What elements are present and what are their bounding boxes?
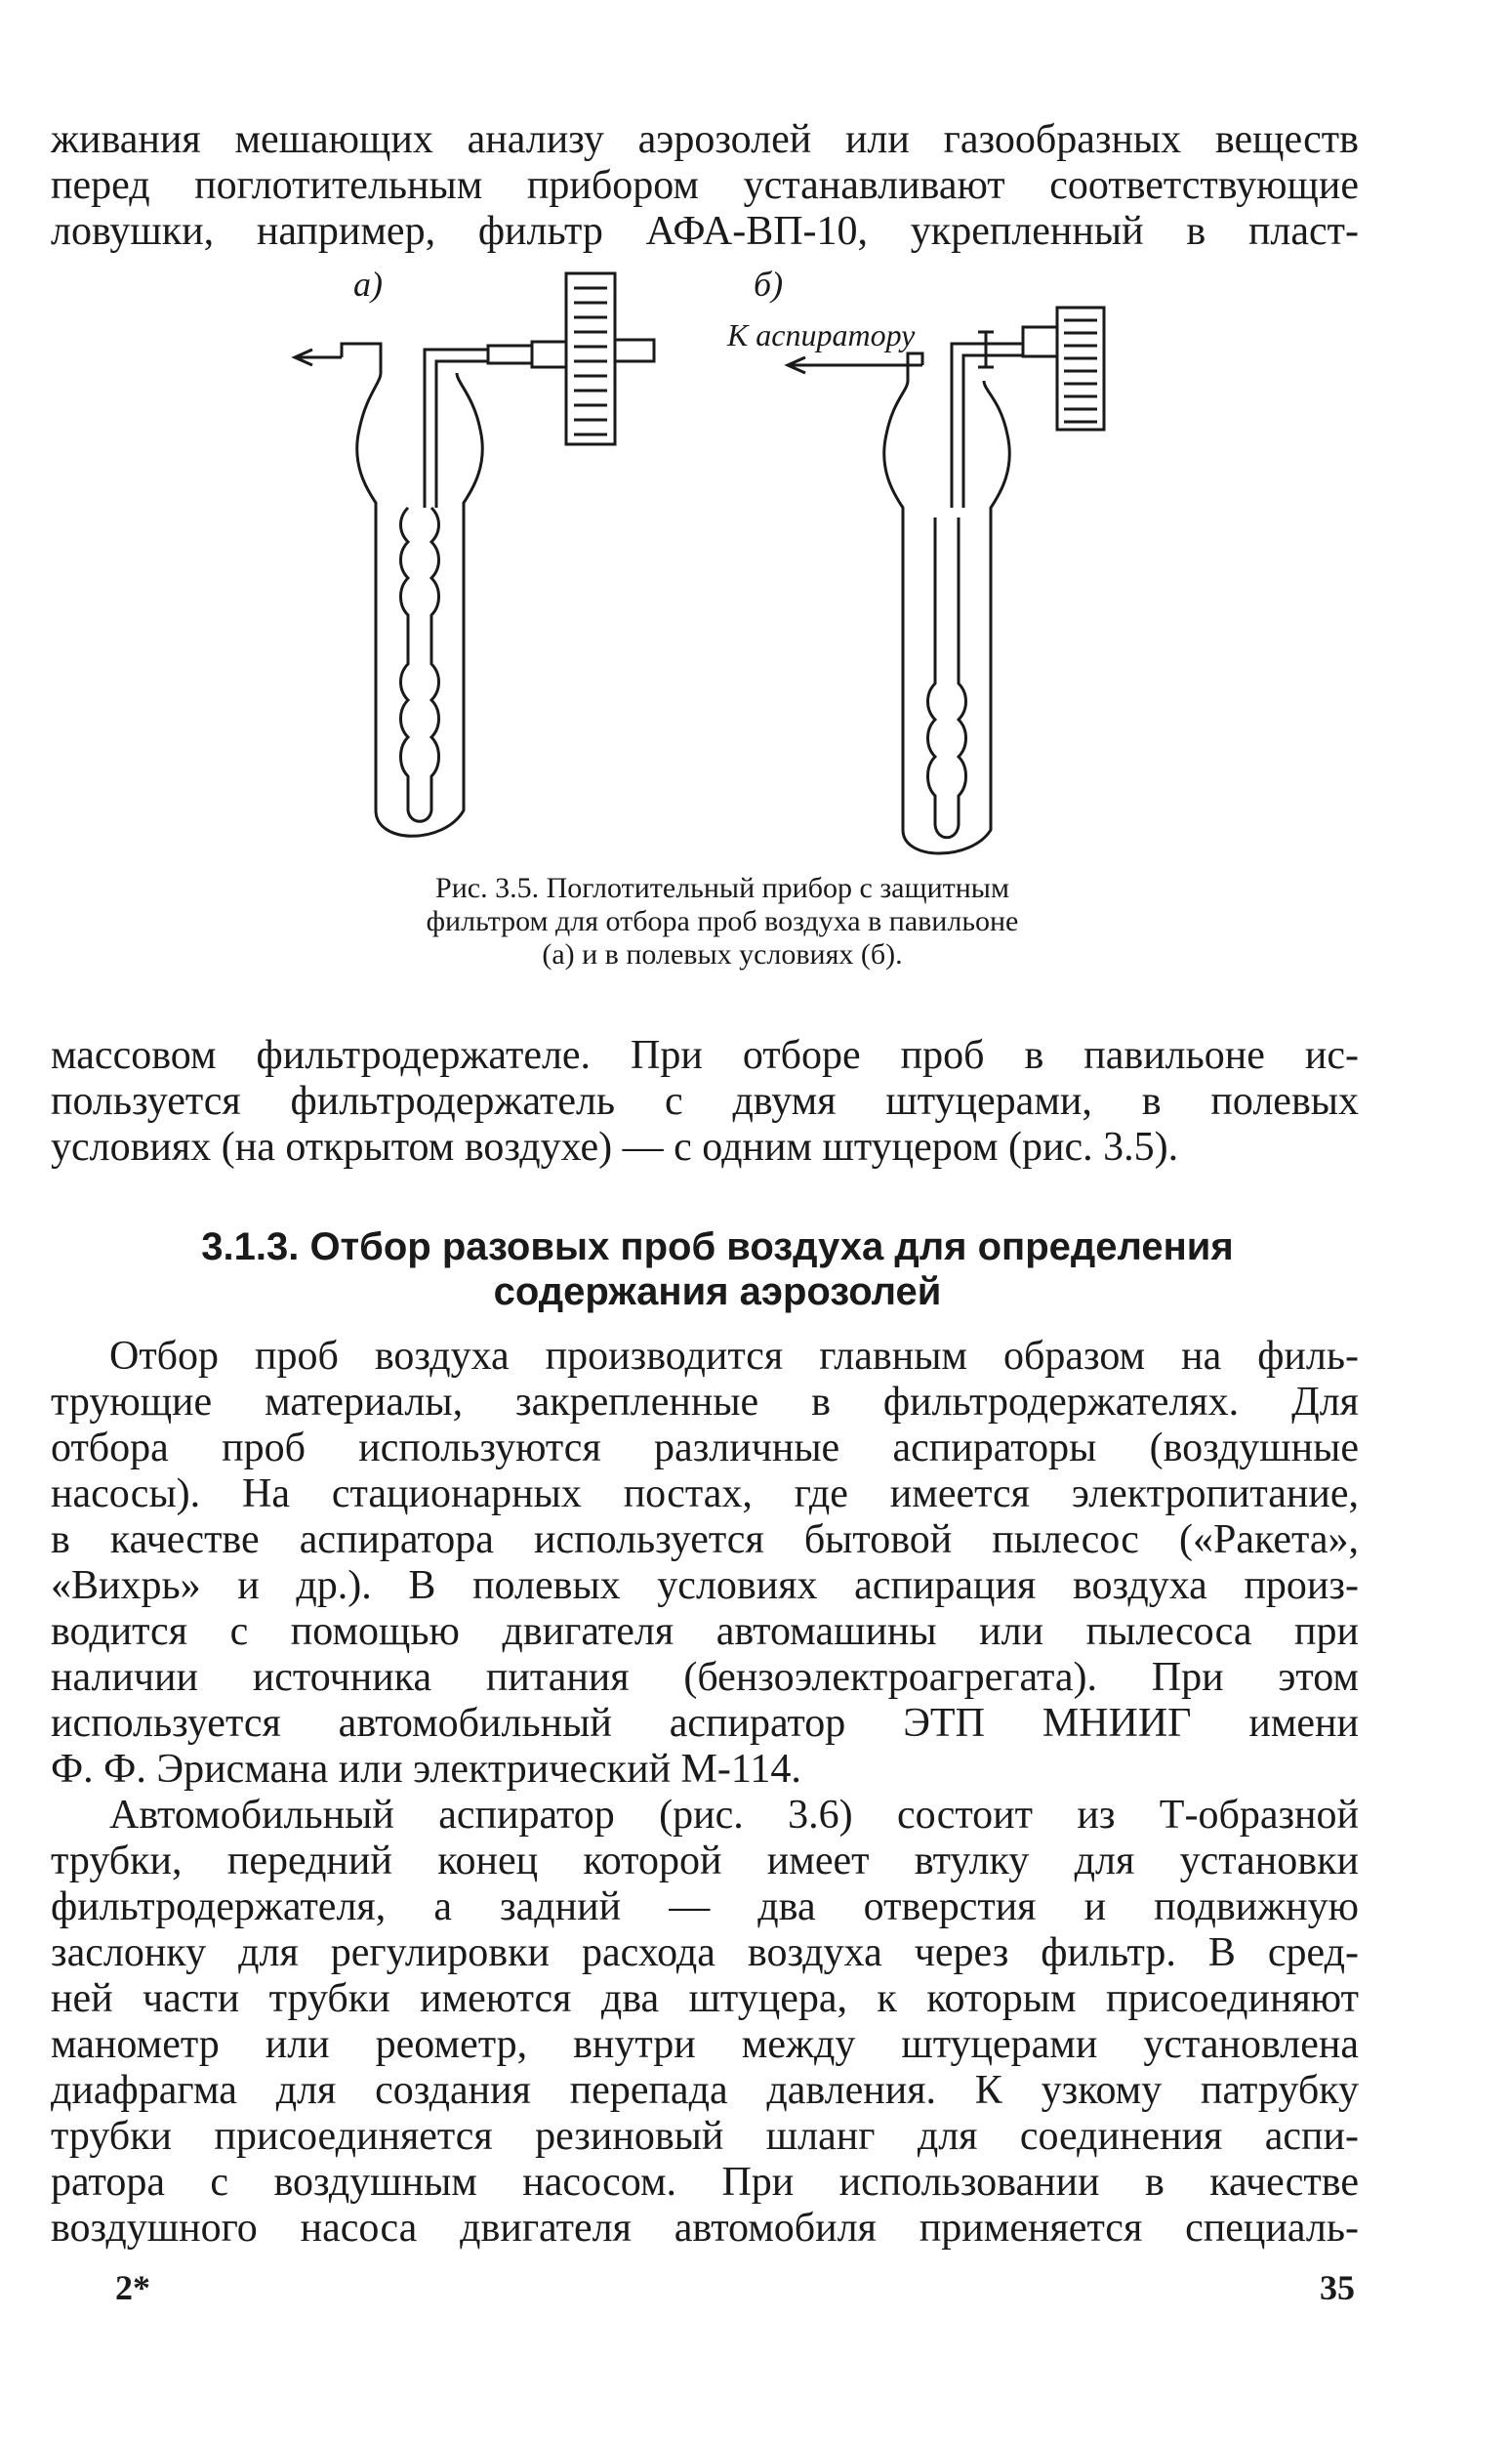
- section-heading: [78, 1224, 1357, 1314]
- middle-paragraph: [51, 1033, 1359, 1171]
- text-line: Ф. Ф. Эрисмана или электрический М-114.: [51, 1747, 801, 1792]
- text-line: массовом фильтродержателе. При отборе проб в павильоне ис-: [51, 1033, 1359, 1078]
- device-b: [788, 308, 1104, 853]
- page-number: 35: [1320, 2268, 1355, 2307]
- text-line: перед поглотительным прибором устанавливают соответствующие: [51, 163, 1359, 208]
- text-line: условиях (на открытом воздухе) — с одним штуцером (рис. 3.5).: [51, 1125, 1179, 1170]
- absorber-diagram: [283, 264, 1162, 869]
- caption-line: (а) и в полевых условиях (б).: [542, 938, 903, 971]
- text-line: Автомобильный аспиратор (рис. 3.6) состоит из Т-образной: [109, 1793, 1359, 1838]
- text-line: ратора с воздушным насосом. При использовании в качестве: [51, 2160, 1359, 2205]
- signature-mark: 2*: [115, 2268, 150, 2307]
- text-line: живания мешающих анализу аэрозолей или газообразных веществ: [51, 117, 1359, 162]
- figure-label-b: б): [754, 265, 784, 304]
- figure-label-a: а): [353, 265, 383, 304]
- figure-caption: [234, 872, 1210, 972]
- text-line: трубки присоединяется резиновый шланг для соединения аспи-: [51, 2114, 1359, 2159]
- text-line: Отбор проб воздуха производится главным образом на филь-: [109, 1334, 1359, 1379]
- text-line: насосы). На стационарных постах, где имеется электропитание,: [51, 1471, 1359, 1516]
- text-line: заслонку для регулировки расхода воздуха через фильтр. В сред-: [51, 1930, 1359, 1975]
- text-line: манометр или реометр, внутри между штуцерами установлена: [51, 2022, 1359, 2067]
- text-line: фильтродержателя, а задний — два отверстия и подвижную: [51, 1884, 1359, 1929]
- figure-absorber-devices: [283, 264, 1162, 869]
- text-line: диафрагма для создания перепада давления. К узкому патрубку: [51, 2068, 1359, 2113]
- text-line: трующие материалы, закрепленные в фильтродержателях. Для: [51, 1380, 1359, 1425]
- text-line: пользуется фильтродержатель с двумя штуцерами, в полевых: [51, 1079, 1359, 1124]
- device-a: [295, 273, 654, 836]
- text-line: наличии источника питания (бензоэлектроагрегата). При этом: [51, 1655, 1359, 1700]
- text-line: в качестве аспиратора используется бытовой пылесос («Ракета»,: [51, 1517, 1359, 1562]
- text-line: ней части трубки имеются два штуцера, к которым присоединяют: [51, 1976, 1359, 2021]
- heading-line: 3.1.3. Отбор разовых проб воздуха для определения: [201, 1225, 1234, 1268]
- text-line: трубки, передний конец которой имеет втулку для установки: [51, 1839, 1359, 1883]
- text-line: водится с помощью двигателя автомашины или пылесоса при: [51, 1609, 1359, 1654]
- top-paragraph: [51, 117, 1359, 255]
- caption-line: Рис. 3.5. Поглотительный прибор с защитным: [435, 872, 1009, 904]
- text-line: ловушки, например, фильтр АФА-ВП-10, укрепленный в пласт-: [51, 209, 1359, 254]
- aspirator-label: К аспиратору: [727, 317, 916, 352]
- text-line: отбора проб используются различные аспираторы (воздушные: [51, 1426, 1359, 1470]
- paragraph-1: [51, 1334, 1359, 1793]
- heading-line: содержания аэрозолей: [493, 1270, 942, 1313]
- text-line: используется автомобильный аспиратор ЭТП МНИИГ имени: [51, 1701, 1359, 1746]
- paragraph-2: [51, 1793, 1359, 2252]
- text-line: воздушного насоса двигателя автомобиля применяется специаль-: [51, 2206, 1359, 2251]
- caption-line: фильтром для отбора проб воздуха в павильоне: [426, 905, 1019, 937]
- text-line: «Вихрь» и др.). В полевых условиях аспирация воздуха произ-: [51, 1563, 1359, 1608]
